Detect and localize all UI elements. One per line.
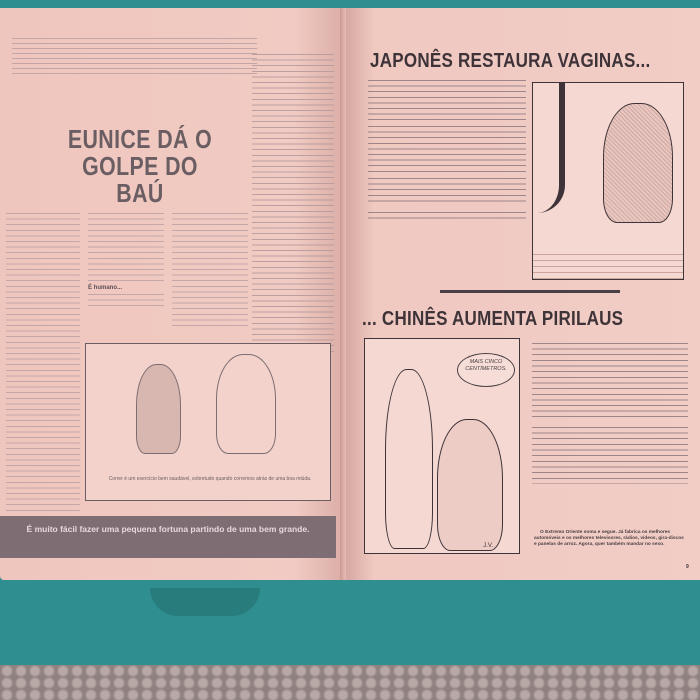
article-japones-text: [368, 80, 526, 245]
headline-japones: JAPONÊS RESTAURA VAGINAS...: [370, 50, 651, 72]
figure-robed: [603, 103, 673, 223]
closing-paragraph: O Extremo Oriente soma e segue. Já fabrica os melhores automóveis e os melhores televisores, rádios, vídeos, gira-discos e panelas de arroz. Agora, quer também mandar no sexo.: [534, 530, 684, 548]
shadow: [150, 588, 260, 616]
figure-doctor: [437, 419, 503, 551]
illustration-caption: Correr é um exercício bem saudável, sobretudo quando corremos atrás de uma boa miúda.: [108, 476, 312, 482]
section-divider: [440, 290, 620, 293]
headline-eunice: EUNICE DÁ O GOLPE DO BAÚ: [67, 124, 213, 208]
curtain: [537, 83, 565, 213]
right-page: [346, 8, 700, 580]
illustration-japanese-figure: [532, 82, 684, 280]
artist-signature: J.V.: [483, 543, 493, 549]
left-page: [0, 8, 346, 580]
text-column-1: [6, 213, 80, 513]
speech-bubble: MAIS CINCO CENTÍMETROS.: [457, 353, 515, 387]
textured-cloth-background: [0, 665, 700, 700]
text-column-2: [88, 213, 164, 333]
figure-woman: [136, 364, 181, 454]
pull-quote-banner: É muito fácil fazer uma pequena fortuna partindo de uma bem grande.: [0, 516, 336, 558]
article-chines-text: [532, 343, 688, 523]
page-number: 9: [686, 564, 689, 570]
open-magazine: [0, 8, 700, 580]
illustration-chinese-doctor: [364, 338, 520, 554]
headline-chines: ... CHINÊS AUMENTA PIRILAUS: [362, 308, 624, 330]
bedding: [533, 249, 683, 279]
figure-standing-man: [385, 369, 433, 549]
subheading: É humano...: [88, 285, 123, 291]
intro-paragraph: [12, 38, 257, 78]
figure-man: [216, 354, 276, 454]
text-column-right: [252, 54, 334, 354]
text-column-3: [172, 213, 248, 328]
